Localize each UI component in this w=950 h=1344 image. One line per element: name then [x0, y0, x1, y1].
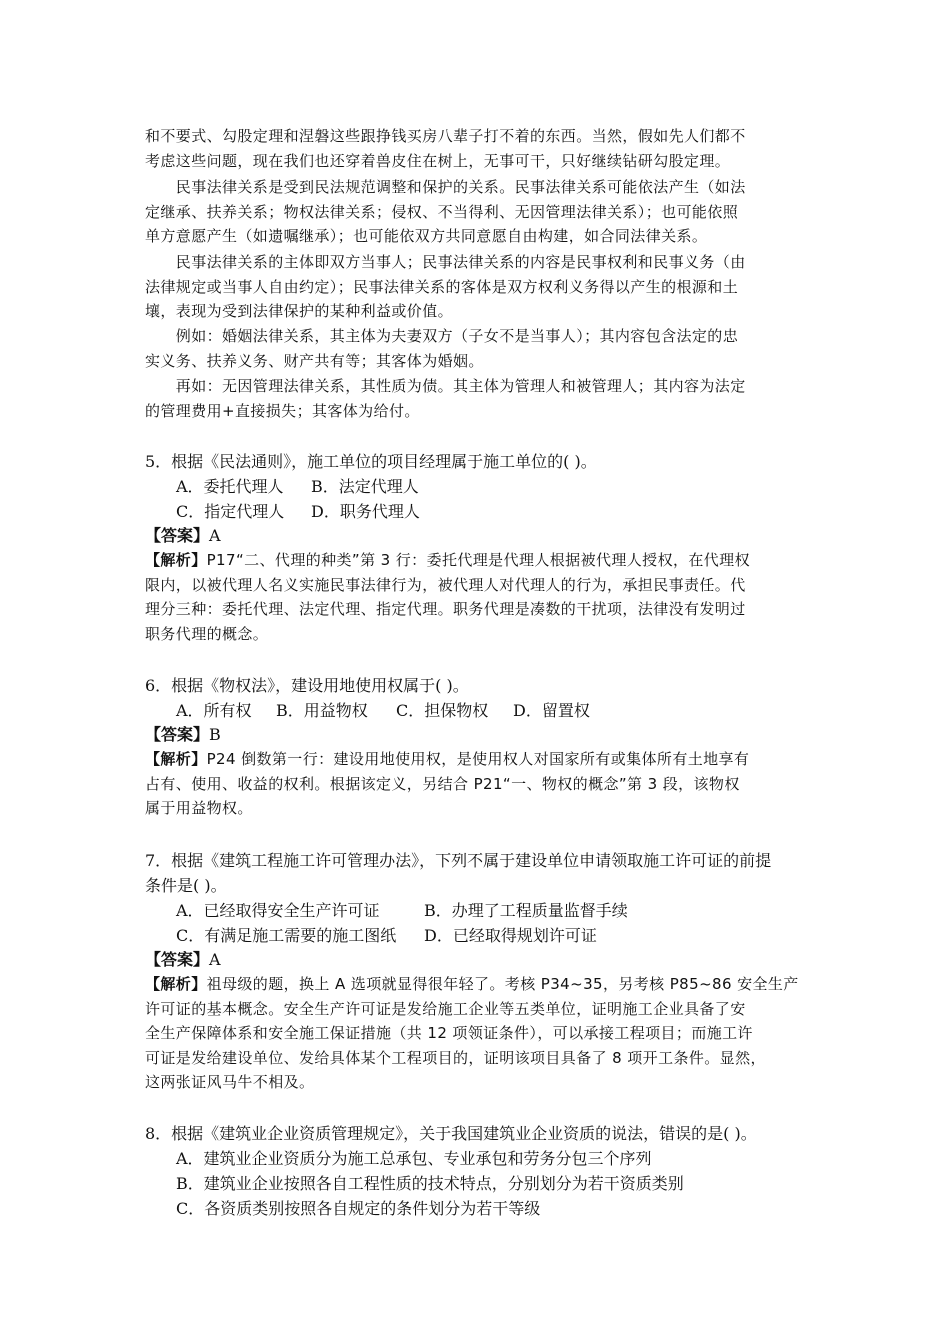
text-line: 许可证的基本概念。安全生产许可证是发给施工企业等五类单位，证明施工企业具备了安 — [145, 999, 746, 1018]
text-line: 实义务、扶养义务、财产共有等；其客体为婚姻。 — [145, 351, 484, 370]
question-5-option-c: C．指定代理人 — [176, 502, 285, 521]
question-7-stem-line-1: 7．根据《建筑工程施工许可管理办法》，下列不属于建设单位申请领取施工许可证的前提 — [145, 851, 772, 870]
text-line: 例如：婚姻法律关系，其主体为夫妻双方（子女不是当事人）；其内容包含法定的忠 — [145, 327, 739, 345]
explanation-label: 【解析】 — [145, 551, 207, 569]
text-line: 【解析】祖母级的题，换上 A 选项就显得很年轻了。考核 P34~35，另考核 P85~86 安全生产 — [145, 975, 799, 993]
text-line: 单方意愿产生（如遗嘱继承）；也可能依双方共同意愿自由构建，如合同法律关系。 — [145, 227, 708, 245]
explanation-label: 【解析】 — [145, 975, 207, 993]
text-line: 理分三种：委托代理、法定代理、指定代理。职务代理是凑数的干扰项，法律没有发明过 — [145, 600, 746, 618]
text-line: 的管理费用+直接损失；其客体为给付。 — [145, 401, 420, 420]
text-line: 全生产保障体系和安全施工保证措施（共 12 项领证条件），可以承接工程项目；而施工许 — [145, 1024, 753, 1042]
question-5-stem: 5．根据《民法通则》，施工单位的项目经理属于施工单位的( )。 — [145, 452, 597, 471]
text-line: 壤，表现为受到法律保护的某种利益或价值。 — [145, 302, 454, 320]
question-5-option-d: D．职务代理人 — [311, 502, 420, 521]
text-line: 限内，以被代理人名义实施民事法律行为，被代理人对代理人的行为，承担民事责任。代 — [145, 575, 746, 594]
question-6-option-d: D．留置权 — [513, 701, 590, 720]
text-line: 占有、使用、收益的权利。根据该定义，另结合 P21“一、物权的概念”第 3 段，该物权 — [145, 774, 740, 793]
question-7-stem-line-2: 条件是( )。 — [145, 876, 227, 895]
intro-paragraph-2 — [145, 175, 813, 249]
question-6-explanation — [145, 747, 813, 821]
text-line: 民事法律关系是受到民法规范调整和保护的关系。民事法律关系可能依法产生（如法 — [145, 178, 746, 196]
text-line: 再如：无因管理法律关系，其性质为债。其主体为管理人和被管理人；其内容为法定 — [145, 377, 746, 395]
question-5-option-a: A．委托代理人 — [176, 477, 284, 496]
question-6-answer — [145, 722, 221, 747]
question-8-stem: 8．根据《建筑业企业资质管理规定》，关于我国建筑业企业资质的说法，错误的是( )。 — [145, 1124, 757, 1143]
text-line: 职务代理的概念。 — [145, 624, 269, 643]
text-line: 考虑这些问题，现在我们也还穿着兽皮住在树上，无事可干，只好继续钻研勾股定理。 — [145, 151, 731, 170]
answer-label: 【答案】 — [145, 950, 210, 969]
question-7-option-d: D．已经取得规划许可证 — [424, 926, 597, 945]
intro-paragraph-5 — [145, 374, 813, 423]
answer-value: B — [209, 725, 221, 744]
question-6-stem: 6．根据《物权法》，建设用地使用权属于( )。 — [145, 676, 469, 695]
question-5-option-b: B．法定代理人 — [311, 477, 419, 496]
text-line: 【解析】P24 倒数第一行：建设用地使用权，是使用权人对国家所有或集体所有土地享有 — [145, 750, 750, 768]
intro-paragraph-3 — [145, 250, 813, 324]
question-7-option-c: C．有满足施工需要的施工图纸 — [176, 926, 397, 945]
answer-value: A — [209, 950, 221, 969]
answer-label: 【答案】 — [145, 725, 210, 744]
question-8-option-a: A．建筑业企业资质分为施工总承包、专业承包和劳务分包三个序列 — [176, 1149, 652, 1168]
question-8-option-c: C．各资质类别按照各自规定的条件划分为若干等级 — [176, 1199, 541, 1218]
question-6-option-a: A．所有权 — [176, 701, 252, 720]
question-6-option-b: B．用益物权 — [276, 701, 368, 720]
question-7-option-a: A．已经取得安全生产许可证 — [176, 901, 380, 920]
question-8-option-b: B．建筑业企业按照各自工程性质的技术特点，分别划分为若干资质类别 — [176, 1174, 684, 1193]
explanation-label: 【解析】 — [145, 750, 207, 768]
question-7-answer — [145, 947, 221, 972]
intro-paragraph-4 — [145, 324, 813, 373]
question-5-explanation — [145, 548, 813, 646]
text-line: 【解析】P17“二、代理的种类”第 3 行：委托代理是代理人根据被代理人授权，在代理权 — [145, 551, 750, 569]
text-line: 民事法律关系的主体即双方当事人；民事法律关系的内容是民事权利和民事义务（由 — [145, 253, 746, 271]
answer-value: A — [209, 526, 221, 545]
text-line: 和不要式、勾股定理和涅磐这些跟挣钱买房八辈子打不着的东西。当然，假如先人们都不 — [145, 127, 746, 145]
text-line: 这两张证风马牛不相及。 — [145, 1073, 315, 1091]
question-5-answer — [145, 523, 221, 548]
intro-paragraph-1 — [145, 124, 813, 173]
answer-label: 【答案】 — [145, 526, 210, 545]
question-7-option-b: B．办理了工程质量监督手续 — [424, 901, 628, 920]
text-line: 属于用益物权。 — [145, 799, 253, 817]
question-7-explanation — [145, 972, 813, 1095]
question-6-option-c: C．担保物权 — [396, 701, 489, 720]
text-line: 可证是发给建设单位、发给具体某个工程项目的，证明该项目具备了 8 项开工条件。显然， — [145, 1048, 766, 1067]
text-line: 定继承、扶养关系；物权法律关系；侵权、不当得利、无因管理法律关系）；也可能依照 — [145, 202, 739, 221]
text-line: 法律规定或当事人自由约定）；民事法律关系的客体是双方权利义务得以产生的根源和土 — [145, 277, 739, 296]
